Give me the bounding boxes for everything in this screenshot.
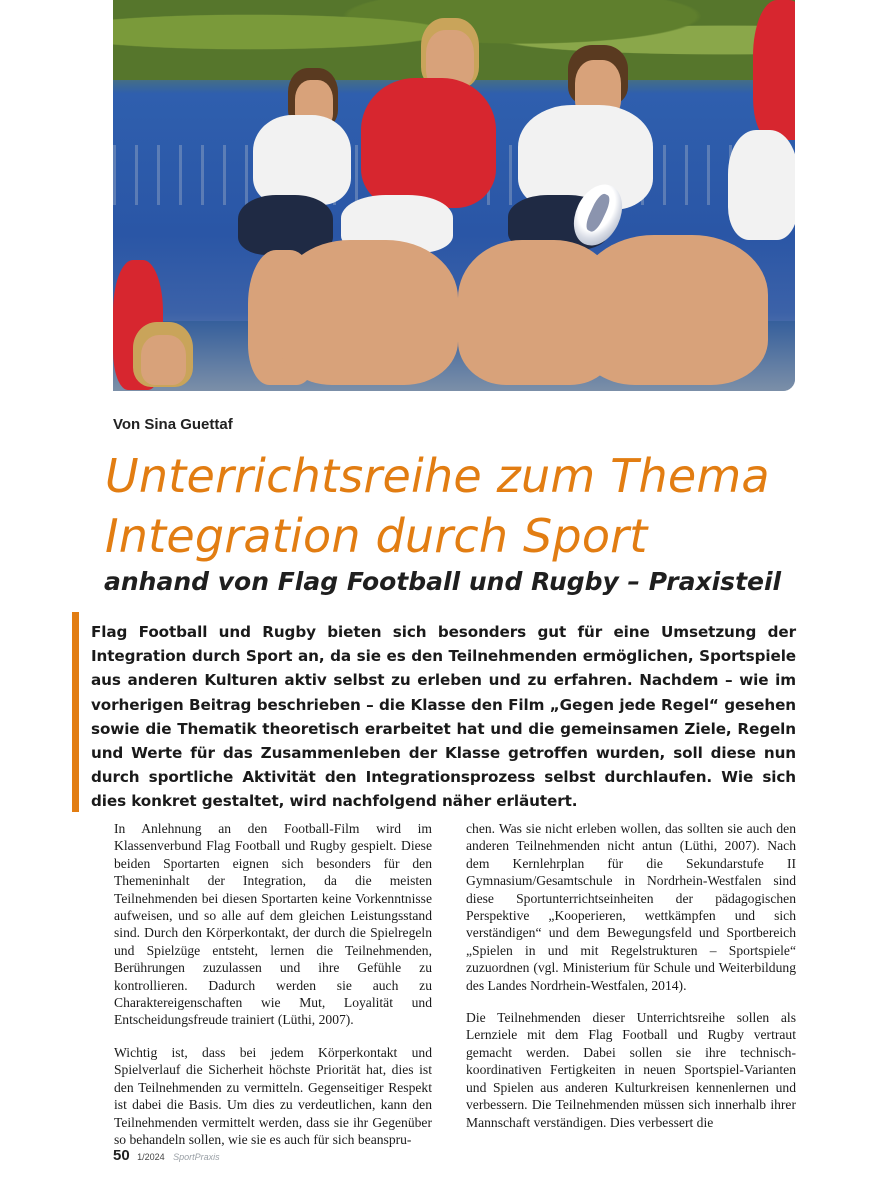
page-footer — [113, 1147, 220, 1165]
hero-photo-rugby-players — [113, 0, 795, 391]
issue-number: 1/2024 — [137, 1152, 165, 1162]
player-far-right-legs — [578, 235, 768, 385]
player-center-legs — [278, 240, 458, 385]
magazine-name: SportPraxis — [173, 1152, 220, 1162]
body-paragraph: In Anlehnung an den Football-Film wird im Klassenverbund Flag Football und Rugby gespielt. Diese beiden Sportarten eignen sich besonders für den Themeninhalt der Integration, da die meisten Teilnehmenden bei diesen Sportarten keine Vorkenntnisse aufweisen, und so alle auf dem gleichen Leistungsstand sind. Durch den Körperkontakt, der durch die Spielregeln und Spielzüge entsteht, lernen die Teilnehmenden, Berührungen zuzulassen und ihre Gefühle zu kontrollieren. Dadurch werden sie auch zu Charaktereigenschaften wie Mut, Loyalität und Entscheidungsfreude trainiert (Lüthi, 2007). — [114, 821, 432, 1028]
article-title-line-2: Integration durch Sport — [105, 509, 648, 563]
body-column-right — [466, 820, 796, 1146]
article-title — [105, 446, 825, 566]
article-subtitle: anhand von Flag Football und Rugby – Praxisteil — [104, 567, 782, 596]
lead-accent-bar — [72, 612, 79, 812]
player-far-right-jersey — [753, 0, 795, 140]
body-column-left — [114, 820, 432, 1163]
body-paragraph: Die Teilnehmenden dieser Unterrichtsreihe sollen als Lernziele mit dem Flag Football und Rugby vertraut gemacht werden. Dabei sollen sie ihre technisch-koordinativen Fertigkeiten in neuen Sportspiel-Varianten und Spielen aus anderen Kulturkreisen kennenlernen und verbessern. Die Teilnehmenden müssen sich innerhalb ihrer Mannschaft verständigen. Dies verbessert die — [466, 1010, 796, 1130]
article-title-line-1: Unterrichtsreihe zum Thema — [105, 449, 770, 503]
player-left-jersey — [253, 115, 351, 205]
player-bottom-left-face — [141, 335, 186, 385]
page-number: 50 — [113, 1147, 130, 1164]
body-paragraph: chen. Was sie nicht erleben wollen, das sollten sie auch den anderen Teilnehmenden nicht antun (Lüthi, 2007). Nach dem Kernlehrplan für die Sekundarstufe II Gymnasium/Gesamtschule in Nordrhein-Westfalen sind diese Sportunterrichtseinheiten der pädagogischen Perspektive „Kooperieren, wettkämpfen und sich verständigen“ und dem Bewegungsfeld und Sportbereich „Spielen in und mit Regelstrukturen – Sportspiele“ zuzuordnen (vgl. Ministerium für Schule und Weiterbildung des Landes Nordrhein-Westfalen, 2014). — [466, 821, 796, 993]
lead-paragraph: Flag Football und Rugby bieten sich besonders gut für eine Umsetzung der Integration durch Sport an, da sie es den Teilnehmenden ermöglichen, Sportspiele aus anderen Kulturen aktiv selbst zu erleben und zu erfahren. Nachdem – wie im vorherigen Beitrag beschrieben – die Klasse den Film „Gegen jede Regel“ gesehen sowie die Thematik theoretisch erarbeitet hat und die gemeinsamen Ziele, Regeln und Werte für das Zusammenleben der Klasse getroffen wurden, soll diese nun durch sportliche Aktivität den Integrationsprozess selbst durchlaufen. Wie sich dies konkret gestaltet, wird nachfolgend näher erläutert. — [91, 623, 796, 811]
player-center-jersey — [361, 78, 496, 208]
body-paragraph: Wichtig ist, dass bei jedem Körperkontakt und Spielverlauf die Sicherheit höchste Priorität hat, dies ist den Teilnehmenden zu vermitteln. Gegenseitiger Respekt ist dabei die Basis. Um dies zu verdeutlichen, kann den Teilnehmenden vermittelt werden, dass sie ihr Gegenüber so behandeln sollen, wie sie es auch für sich beanspru- — [114, 1044, 432, 1147]
author-byline: Von Sina Guettaf — [113, 416, 233, 433]
player-far-right-shorts — [728, 130, 795, 240]
